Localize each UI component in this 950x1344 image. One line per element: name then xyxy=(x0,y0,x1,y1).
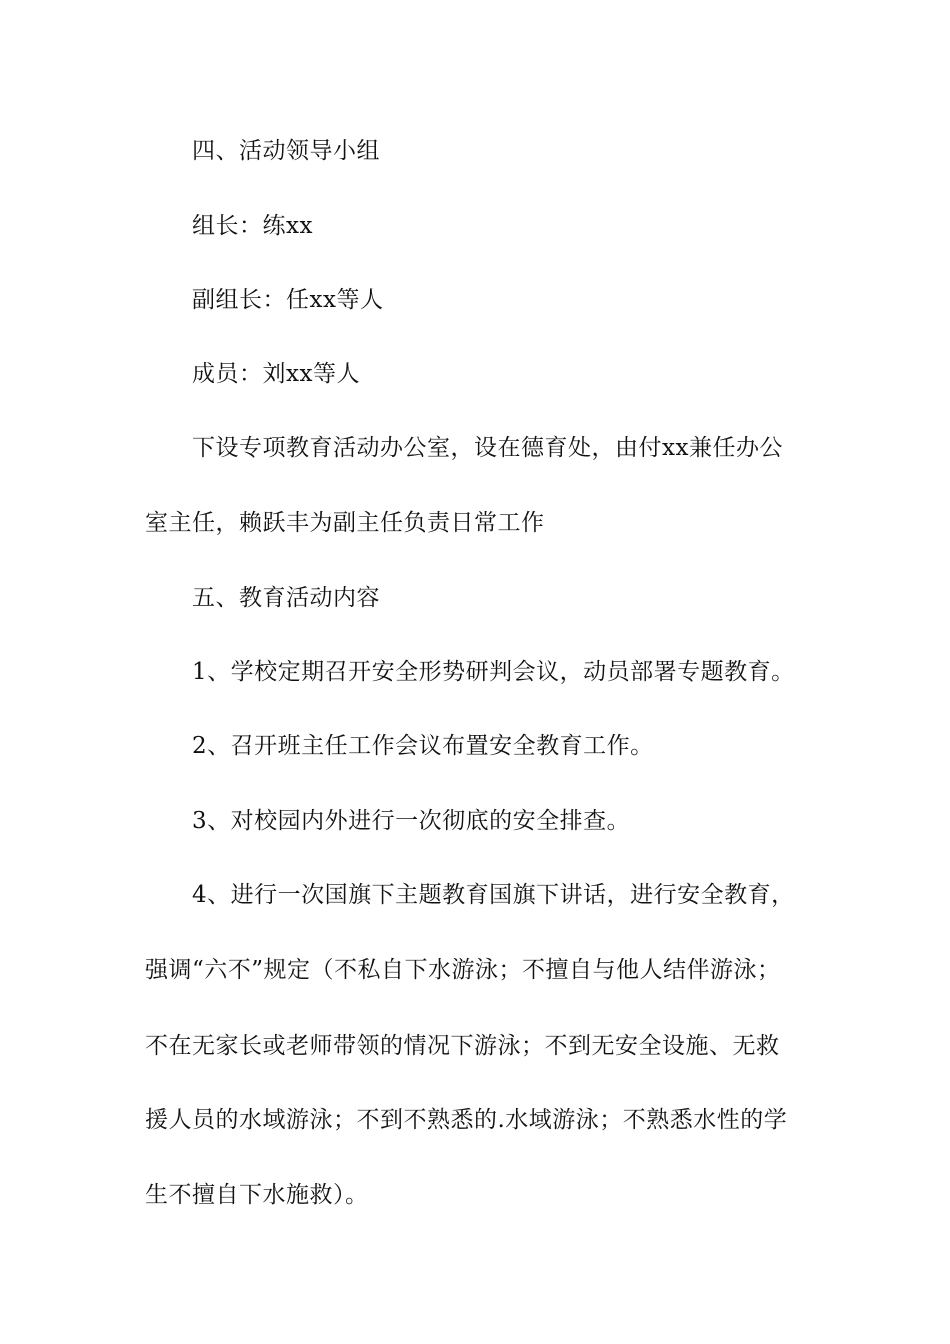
office-paragraph-line-2: 室主任，赖跃丰为副主任负责日常工作 xyxy=(145,510,545,536)
section-heading-leadership-group: 四、活动领导小组 xyxy=(192,138,380,164)
activity-item-2: 2、召开班主任工作会议布置安全教育工作。 xyxy=(192,733,654,759)
members-line: 成员：刘xx等人 xyxy=(192,361,360,387)
activity-item-4-line-3: 不在无家长或老师带领的情况下游泳；不到无安全设施、无救 xyxy=(145,1033,780,1059)
deputy-leader-line: 副组长：任xx等人 xyxy=(192,287,384,313)
office-paragraph-line-1: 下设专项教育活动办公室，设在德育处，由付xx兼任办公 xyxy=(192,435,783,461)
activity-item-4-line-5: 生不擅自下水施救）。 xyxy=(145,1182,369,1208)
activity-item-4-line-1: 4、进行一次国旗下主题教育国旗下讲话，进行安全教育， xyxy=(192,882,795,908)
section-heading-activity-content: 五、教育活动内容 xyxy=(192,585,380,611)
activity-item-4-line-4: 援人员的水域游泳；不到不熟悉的.水域游泳；不熟悉水性的学 xyxy=(145,1107,788,1133)
activity-item-3: 3、对校园内外进行一次彻底的安全排查。 xyxy=(192,808,631,834)
group-leader-line: 组长：练xx xyxy=(192,213,313,239)
activity-item-4-line-2: 强调“六不”规定（不私自下水游泳；不擅自与他人结伴游泳； xyxy=(145,957,781,983)
activity-item-1: 1、学校定期召开安全形势研判会议，动员部署专题教育。 xyxy=(192,659,795,685)
